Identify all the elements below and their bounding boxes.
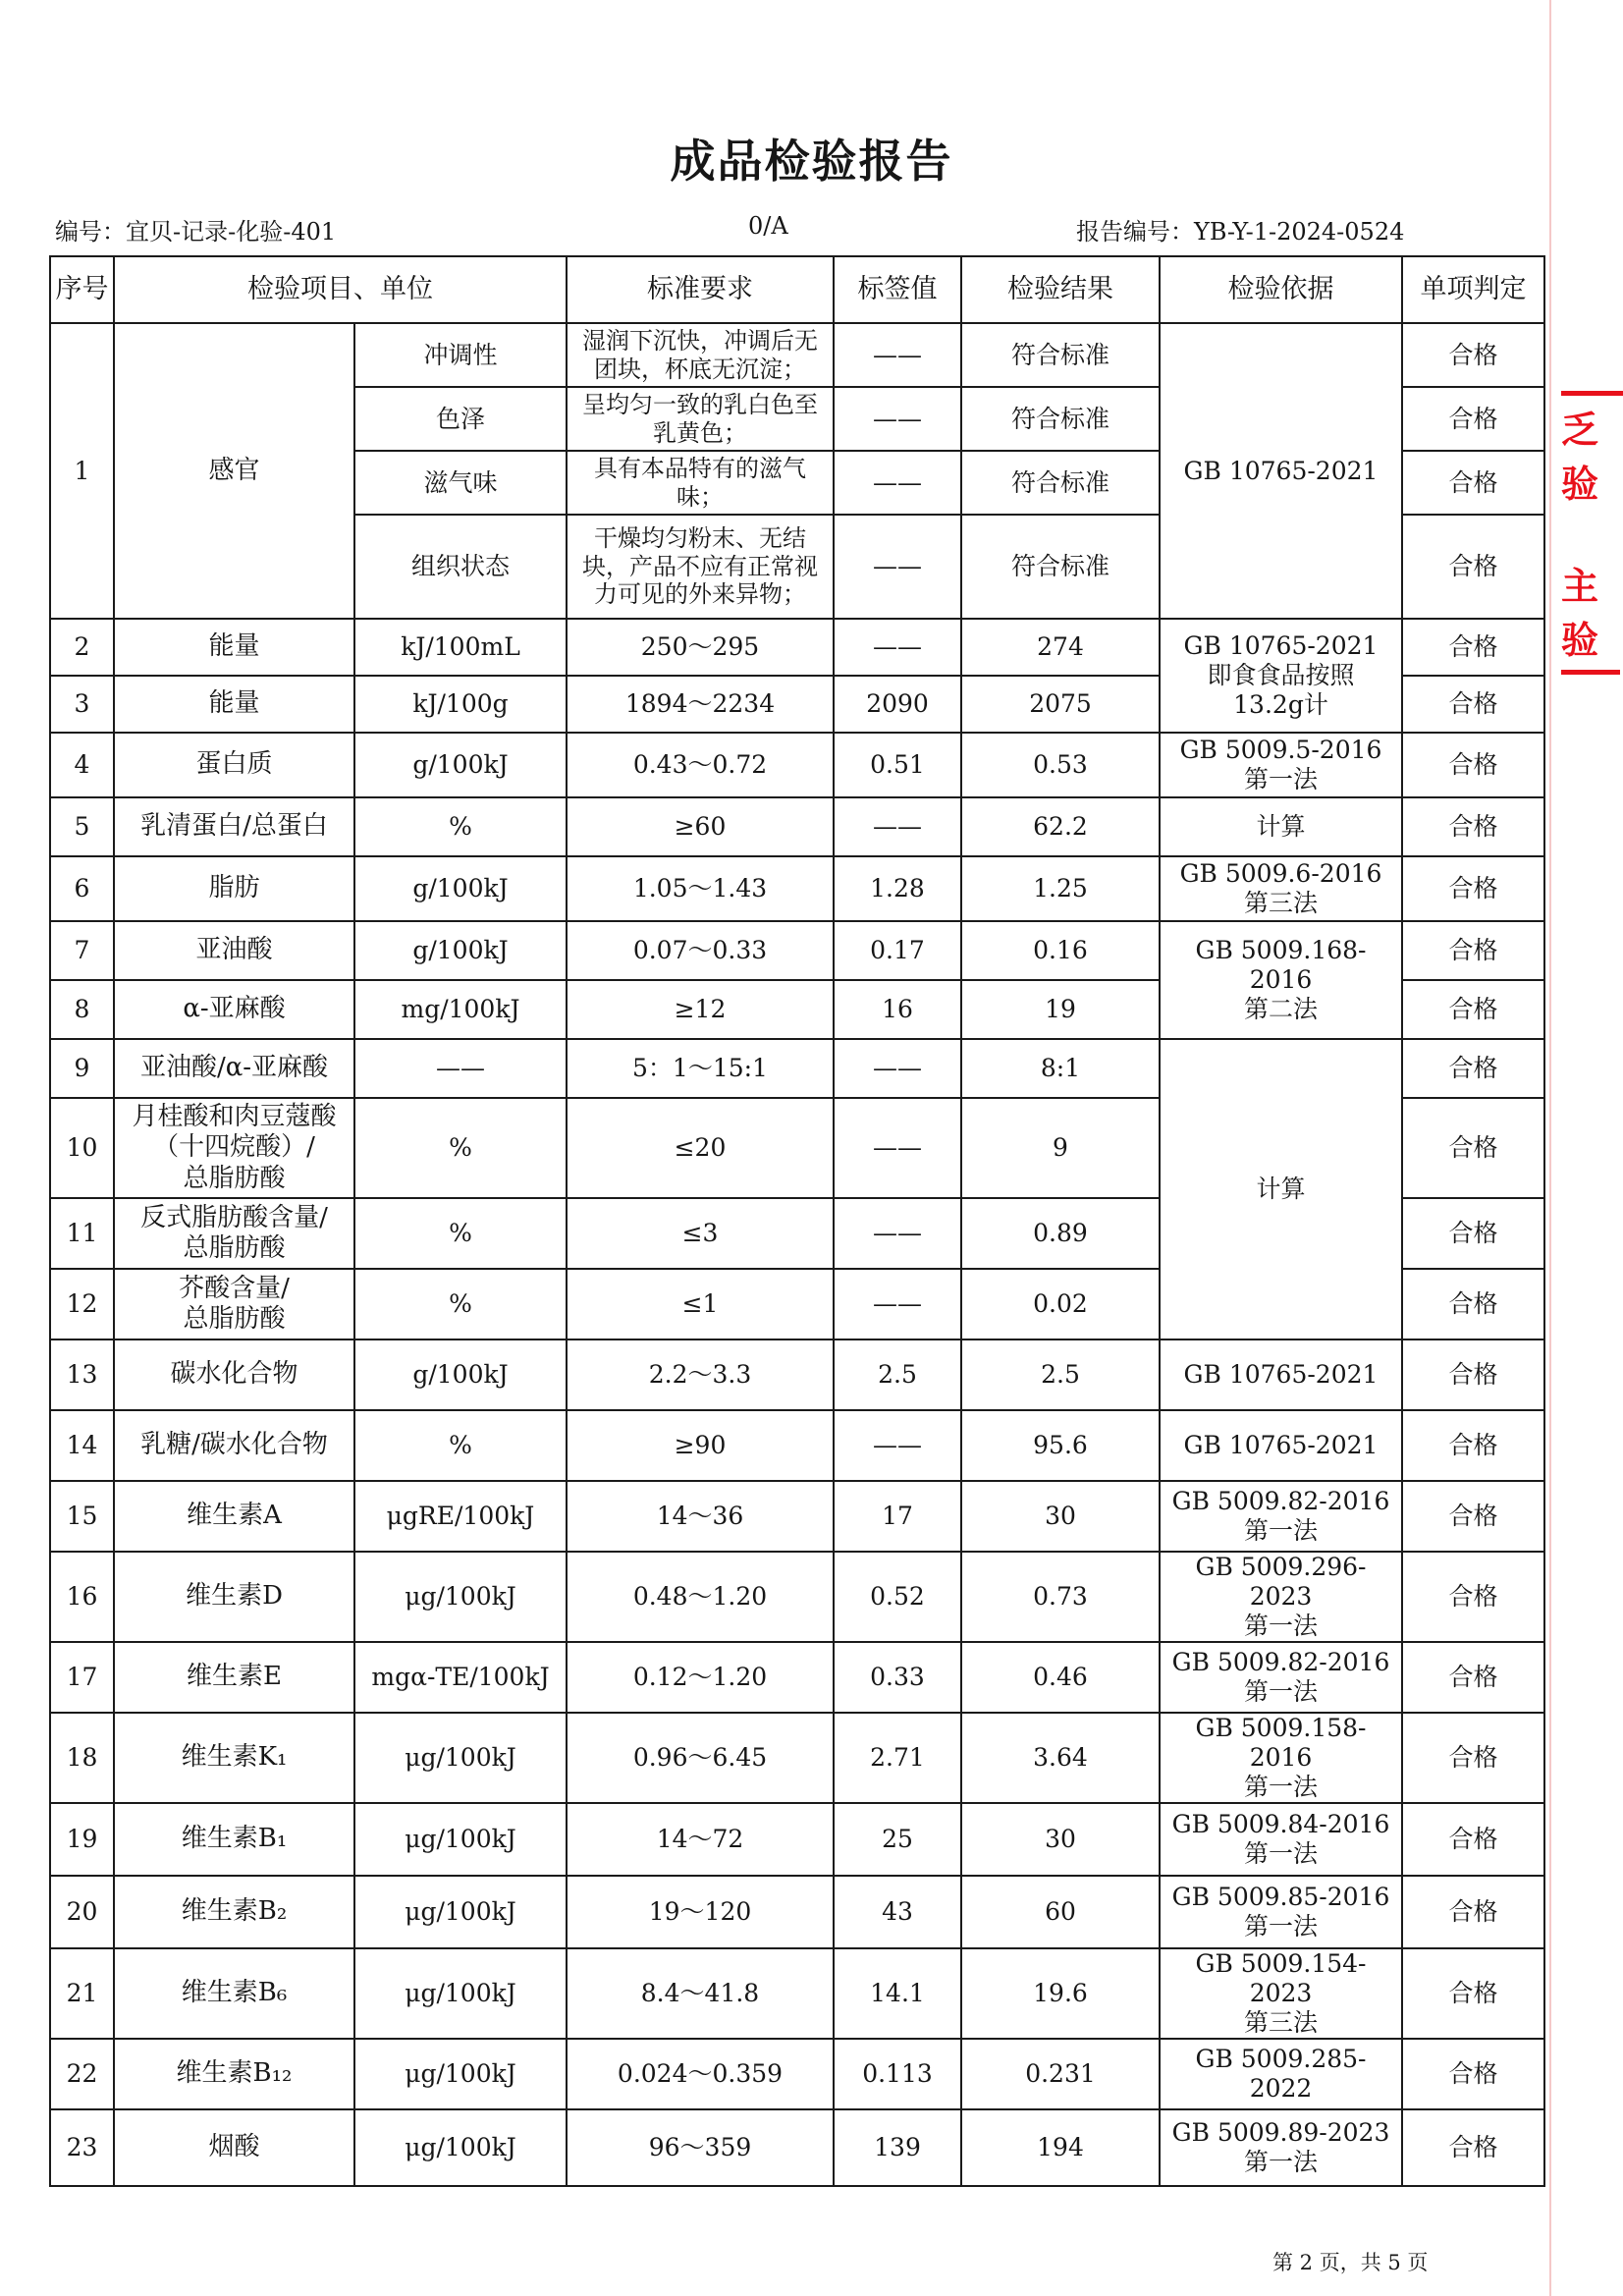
requirement: 呈均匀一致的乳白色至乳黄色； (567, 387, 834, 451)
item-name: 碳水化合物 (114, 1339, 354, 1410)
label-value: 43 (834, 1876, 961, 1948)
report-title: 成品检验报告 (670, 135, 953, 188)
unit: mg/100kJ (354, 980, 567, 1039)
verdict: 合格 (1402, 387, 1544, 451)
result: 8:1 (961, 1039, 1160, 1098)
inspection-table (49, 255, 1545, 2187)
requirement: ≥90 (567, 1410, 834, 1481)
basis: GB 5009.84-2016 第一法 (1160, 1803, 1402, 1876)
item-name: α-亚麻酸 (114, 980, 354, 1039)
requirement: 干燥均匀粉末、无结块，产品不应有正常视力可见的外来异物； (567, 515, 834, 619)
basis: GB 5009.168-2016 第二法 (1160, 921, 1402, 1039)
item-name: 乳清蛋白/总蛋白 (114, 797, 354, 856)
requirement: 96～359 (567, 2109, 834, 2186)
row-no: 12 (50, 1269, 114, 1339)
row-no: 6 (50, 856, 114, 921)
sub-item-name: 冲调性 (354, 323, 567, 387)
verdict: 合格 (1402, 1713, 1544, 1803)
item-name: 芥酸含量/ 总脂肪酸 (114, 1269, 354, 1339)
label-value: 2.71 (834, 1713, 961, 1803)
basis: GB 5009.6-2016 第三法 (1160, 856, 1402, 921)
requirement: ≤20 (567, 1098, 834, 1198)
requirement: 250～295 (567, 619, 834, 676)
label-value: —— (834, 451, 961, 515)
result: 30 (961, 1803, 1160, 1876)
requirement: 0.12～1.20 (567, 1642, 834, 1713)
row-no: 10 (50, 1098, 114, 1198)
requirement: 具有本品特有的滋气味； (567, 451, 834, 515)
col-header-basis: 检验依据 (1160, 256, 1402, 323)
page-footer: 第 2 页，共 5 页 (1272, 2251, 1429, 2274)
basis: GB 10765-2021 即食食品按照 13.2g计 (1160, 619, 1402, 733)
result: 0.231 (961, 2039, 1160, 2109)
result: 0.73 (961, 1552, 1160, 1642)
basis: GB 10765-2021 (1160, 1410, 1402, 1481)
table-row (50, 1339, 1544, 1410)
label-value: 0.17 (834, 921, 961, 980)
row-no: 20 (50, 1876, 114, 1948)
report-number: 报告编号：YB-Y-1-2024-0524 (1076, 218, 1405, 246)
table-row (50, 797, 1544, 856)
table-row (50, 1481, 1544, 1552)
item-name: 维生素D (114, 1552, 354, 1642)
label-value: 16 (834, 980, 961, 1039)
unit: μgRE/100kJ (354, 1481, 567, 1552)
unit: mgα-TE/100kJ (354, 1642, 567, 1713)
result: 19.6 (961, 1948, 1160, 2039)
requirement: 5：1～15:1 (567, 1039, 834, 1098)
label-value: —— (834, 1410, 961, 1481)
item-name: 维生素B₆ (114, 1948, 354, 2039)
unit: kJ/100mL (354, 619, 567, 676)
unit: g/100kJ (354, 921, 567, 980)
result: 0.89 (961, 1198, 1160, 1269)
unit: μg/100kJ (354, 1552, 567, 1642)
unit: μg/100kJ (354, 1948, 567, 2039)
basis: GB 5009.85-2016 第一法 (1160, 1876, 1402, 1948)
verdict: 合格 (1402, 1198, 1544, 1269)
row-no: 15 (50, 1481, 114, 1552)
item-name: 蛋白质 (114, 733, 354, 797)
row-no: 18 (50, 1713, 114, 1803)
result: 2.5 (961, 1339, 1160, 1410)
unit: —— (354, 1039, 567, 1098)
row-no: 5 (50, 797, 114, 856)
unit: μg/100kJ (354, 1876, 567, 1948)
unit: μg/100kJ (354, 1803, 567, 1876)
verdict: 合格 (1402, 1552, 1544, 1642)
table-row (50, 323, 1544, 387)
label-value: —— (834, 797, 961, 856)
col-header-no: 序号 (50, 256, 114, 323)
row-no: 23 (50, 2109, 114, 2186)
result: 60 (961, 1876, 1160, 1948)
result: 95.6 (961, 1410, 1160, 1481)
basis: GB 5009.82-2016 第一法 (1160, 1481, 1402, 1552)
verdict: 合格 (1402, 1098, 1544, 1198)
requirement: ≥12 (567, 980, 834, 1039)
table-row (50, 1039, 1544, 1098)
requirement: 19～120 (567, 1876, 834, 1948)
page-edge-line (1549, 0, 1551, 2296)
unit: g/100kJ (354, 856, 567, 921)
col-header-requirement: 标准要求 (567, 256, 834, 323)
result: 0.46 (961, 1642, 1160, 1713)
requirement: 0.024～0.359 (567, 2039, 834, 2109)
row-no: 8 (50, 980, 114, 1039)
requirement: 湿润下沉快，冲调后无团块，杯底无沉淀； (567, 323, 834, 387)
sub-item-name: 滋气味 (354, 451, 567, 515)
result: 62.2 (961, 797, 1160, 856)
verdict: 合格 (1402, 733, 1544, 797)
verdict: 合格 (1402, 1039, 1544, 1098)
item-name: 感官 (114, 323, 354, 619)
table-row (50, 1552, 1544, 1642)
row-no: 7 (50, 921, 114, 980)
verdict: 合格 (1402, 2109, 1544, 2186)
requirement: 14～72 (567, 1803, 834, 1876)
table-row (50, 856, 1544, 921)
verdict: 合格 (1402, 856, 1544, 921)
sub-item-name: 色泽 (354, 387, 567, 451)
requirement: 1.05～1.43 (567, 856, 834, 921)
basis: GB 10765-2021 (1160, 323, 1402, 619)
label-value: 0.33 (834, 1642, 961, 1713)
label-value: —— (834, 387, 961, 451)
row-no: 1 (50, 323, 114, 619)
row-no: 4 (50, 733, 114, 797)
item-name: 维生素B₁₂ (114, 2039, 354, 2109)
sub-item-name: 组织状态 (354, 515, 567, 619)
result: 1.25 (961, 856, 1160, 921)
label-value: 0.52 (834, 1552, 961, 1642)
label-value: 14.1 (834, 1948, 961, 2039)
verdict: 合格 (1402, 1269, 1544, 1339)
result: 30 (961, 1481, 1160, 1552)
item-name: 亚油酸 (114, 921, 354, 980)
row-no: 19 (50, 1803, 114, 1876)
verdict: 合格 (1402, 619, 1544, 676)
col-header-result: 检验结果 (961, 256, 1160, 323)
requirement: ≥60 (567, 797, 834, 856)
version-label: 0/A (748, 212, 788, 240)
verdict: 合格 (1402, 1803, 1544, 1876)
table-row (50, 1948, 1544, 2039)
table-row (50, 2039, 1544, 2109)
row-no: 11 (50, 1198, 114, 1269)
label-value: 0.113 (834, 2039, 961, 2109)
verdict: 合格 (1402, 797, 1544, 856)
result: 0.02 (961, 1269, 1160, 1339)
verdict: 合格 (1402, 676, 1544, 733)
unit: g/100kJ (354, 733, 567, 797)
unit: kJ/100g (354, 676, 567, 733)
basis: GB 5009.158-2016 第一法 (1160, 1713, 1402, 1803)
table-row (50, 733, 1544, 797)
item-name: 能量 (114, 676, 354, 733)
verdict: 合格 (1402, 1642, 1544, 1713)
label-value: —— (834, 1269, 961, 1339)
label-value: —— (834, 323, 961, 387)
result: 274 (961, 619, 1160, 676)
table-row (50, 619, 1544, 676)
result: 符合标准 (961, 323, 1160, 387)
label-value: 17 (834, 1481, 961, 1552)
label-value: 2090 (834, 676, 961, 733)
result: 符合标准 (961, 451, 1160, 515)
requirement: 2.2～3.3 (567, 1339, 834, 1410)
table-row (50, 1410, 1544, 1481)
label-value: 139 (834, 2109, 961, 2186)
requirement: 0.48～1.20 (567, 1552, 834, 1642)
requirement: 14～36 (567, 1481, 834, 1552)
result: 0.53 (961, 733, 1160, 797)
basis: 计算 (1160, 1039, 1402, 1339)
col-header-item: 检验项目、单位 (114, 256, 567, 323)
result: 19 (961, 980, 1160, 1039)
item-name: 维生素A (114, 1481, 354, 1552)
verdict: 合格 (1402, 1481, 1544, 1552)
row-no: 13 (50, 1339, 114, 1410)
requirement: 8.4～41.8 (567, 1948, 834, 2039)
item-name: 乳糖/碳水化合物 (114, 1410, 354, 1481)
label-value: 2.5 (834, 1339, 961, 1410)
table-row (50, 1876, 1544, 1948)
result: 0.16 (961, 921, 1160, 980)
verdict: 合格 (1402, 323, 1544, 387)
label-value: —— (834, 1198, 961, 1269)
item-name: 脂肪 (114, 856, 354, 921)
basis: GB 5009.5-2016 第一法 (1160, 733, 1402, 797)
verdict: 合格 (1402, 515, 1544, 619)
verdict: 合格 (1402, 1339, 1544, 1410)
label-value: —— (834, 1098, 961, 1198)
row-no: 9 (50, 1039, 114, 1098)
item-name: 亚油酸/α-亚麻酸 (114, 1039, 354, 1098)
requirement: ≤1 (567, 1269, 834, 1339)
row-no: 21 (50, 1948, 114, 2039)
verdict: 合格 (1402, 1948, 1544, 2039)
basis: GB 5009.89-2023 第一法 (1160, 2109, 1402, 2186)
result: 符合标准 (961, 387, 1160, 451)
table-row (50, 2109, 1544, 2186)
unit: μg/100kJ (354, 2039, 567, 2109)
result: 9 (961, 1098, 1160, 1198)
item-name: 反式脂肪酸含量/ 总脂肪酸 (114, 1198, 354, 1269)
unit: % (354, 1198, 567, 1269)
table-row (50, 1642, 1544, 1713)
label-value: 0.51 (834, 733, 961, 797)
result: 194 (961, 2109, 1160, 2186)
item-name: 能量 (114, 619, 354, 676)
label-value: —— (834, 515, 961, 619)
requirement: 1894～2234 (567, 676, 834, 733)
verdict: 合格 (1402, 921, 1544, 980)
row-no: 3 (50, 676, 114, 733)
verdict: 合格 (1402, 1410, 1544, 1481)
result: 符合标准 (961, 515, 1160, 619)
item-name: 维生素B₂ (114, 1876, 354, 1948)
unit: % (354, 1098, 567, 1198)
requirement: 0.07～0.33 (567, 921, 834, 980)
label-value: 25 (834, 1803, 961, 1876)
row-no: 2 (50, 619, 114, 676)
row-no: 17 (50, 1642, 114, 1713)
verdict: 合格 (1402, 2039, 1544, 2109)
table-row (50, 1803, 1544, 1876)
requirement: ≤3 (567, 1198, 834, 1269)
unit: % (354, 1269, 567, 1339)
verdict: 合格 (1402, 1876, 1544, 1948)
unit: μg/100kJ (354, 1713, 567, 1803)
item-name: 月桂酸和肉豆蔻酸 （十四烷酸）/ 总脂肪酸 (114, 1098, 354, 1198)
unit: % (354, 797, 567, 856)
unit: % (354, 1410, 567, 1481)
verdict: 合格 (1402, 451, 1544, 515)
label-value: —— (834, 619, 961, 676)
requirement: 0.43～0.72 (567, 733, 834, 797)
table-row (50, 921, 1544, 980)
item-name: 维生素K₁ (114, 1713, 354, 1803)
basis: 计算 (1160, 797, 1402, 856)
red-stamp-top: 乏验 (1561, 391, 1623, 508)
basis: GB 5009.285-2022 (1160, 2039, 1402, 2109)
unit: g/100kJ (354, 1339, 567, 1410)
table-header-row (50, 256, 1544, 323)
col-header-verdict: 单项判定 (1402, 256, 1544, 323)
label-value: —— (834, 1039, 961, 1098)
row-no: 16 (50, 1552, 114, 1642)
basis: GB 10765-2021 (1160, 1339, 1402, 1410)
verdict: 合格 (1402, 980, 1544, 1039)
requirement: 0.96～6.45 (567, 1713, 834, 1803)
label-value: 1.28 (834, 856, 961, 921)
row-no: 14 (50, 1410, 114, 1481)
unit: μg/100kJ (354, 2109, 567, 2186)
basis: GB 5009.154-2023 第三法 (1160, 1948, 1402, 2039)
result: 3.64 (961, 1713, 1160, 1803)
basis: GB 5009.82-2016 第一法 (1160, 1642, 1402, 1713)
red-stamp-bottom-text: 主验 (1561, 564, 1599, 662)
col-header-label-value: 标签值 (834, 256, 961, 323)
row-no: 22 (50, 2039, 114, 2109)
result: 2075 (961, 676, 1160, 733)
record-code: 编号：宜贝-记录-化验-401 (55, 218, 337, 246)
red-stamp-bottom (1561, 556, 1623, 675)
basis: GB 5009.296-2023 第一法 (1160, 1552, 1402, 1642)
table-row (50, 1713, 1544, 1803)
item-name: 烟酸 (114, 2109, 354, 2186)
item-name: 维生素E (114, 1642, 354, 1713)
item-name: 维生素B₁ (114, 1803, 354, 1876)
